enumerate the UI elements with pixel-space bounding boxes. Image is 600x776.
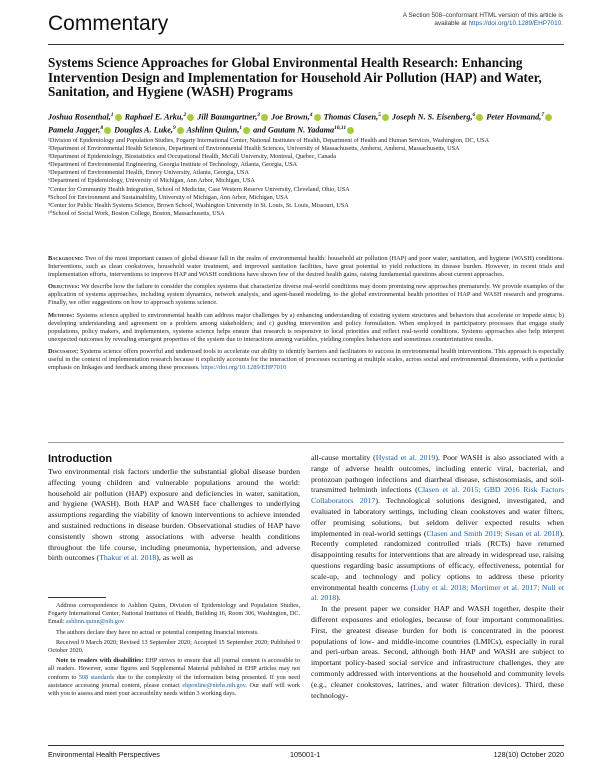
footnotes (48, 602, 300, 700)
abstract-objectives (48, 283, 564, 307)
abstract-discussion (48, 348, 564, 372)
intro-text: ). (336, 593, 341, 603)
author-affiliation-marker: 5 (378, 112, 381, 118)
author-affiliation-marker: 9 (172, 125, 176, 132)
disability-note-text: due to the complexity of the information being presented. If you need assistance accessing journal content, please contact (48, 673, 301, 689)
affiliation-item: ⁴Department of Environmental Engineering, Georgia Institute of Technology, Atlanta, Georgia, USA (48, 161, 298, 169)
orcid-icon[interactable] (545, 114, 552, 121)
abstract-rule (48, 442, 564, 443)
affiliation-item: ³Department of Epidemiology, Biostatistics and Occupational Health, McGill University, Montreal, Quebec, Canada (48, 153, 337, 161)
abstract-background (48, 255, 564, 279)
header-rule (48, 44, 564, 45)
footer-journal: Environmental Health Perspectives (48, 750, 160, 759)
author-affiliation-marker: 1 (110, 112, 114, 118)
author-name: and Gautam N. Yadama (253, 125, 335, 135)
abstract-methods-text: Systems science applied to environmental health can address major challenges by a) enhancing understanding of existing system structures and behaviors that accelerate or impede aims; b) developing understanding and agreement on a problem among stakeholders; and c) guiding intervention and policy formulation. When employed in participatory processes that engage study populations, policy makers, and implementers, systems science helps ensure that research is responsive to local priorities and reflect real-world conditions. Systems approaches also help interpret unexpected outcomes by revealing emergent properties of the system due to interactions among variables, yielding complex behaviors and sometimes counterintuitive results. (48, 311, 564, 343)
citation-link[interactable]: Hystad et al. 2019 (375, 453, 436, 462)
intro-text: ). Recently completed randomized controlled trials (RCTs) have returned disappointing results for interventions that are already in widespread use, raising questions regarding basic assumptions of efficacy, effectiveness, potential for scale-up, and technology and policy options to address these priority environmental health concerns ( (311, 528, 564, 592)
affiliation-item: ⁸School for Environment and Sustainability, University of Michigan, Ann Arbor, Michigan, USA (48, 193, 289, 201)
affiliation-item: ⁶Department of Epidemiology, University of Michigan, Ann Arbor, Michigan, USA (48, 177, 255, 185)
footnote-correspondence-text: Address correspondence to Ashlinn Quinn, Division of Epidemiology and Population Studies, Fogarty International Center, National Institutes of Health, Building 16, Room 306, Washington, DC. Email: (48, 602, 300, 626)
intro-text: all-cause mortality ( (311, 453, 376, 462)
author-name: Joshua Rosenthal, (48, 112, 111, 122)
footnote-disability (48, 657, 300, 698)
author-affiliation-marker: 4 (309, 112, 313, 118)
correspondence-email-link[interactable]: ashlinn.quinn@nih.gov (66, 618, 124, 626)
abstract-doi-link[interactable]: https://doi.org/10.1289/EHP7010 (201, 364, 287, 372)
author-name: Joseph N. S. Eisenberg, (391, 112, 473, 122)
orcid-icon[interactable] (115, 114, 122, 121)
orcid-icon[interactable] (476, 114, 483, 121)
orcid-icon[interactable] (314, 114, 321, 121)
intro-col2-paragraph-1 (311, 453, 564, 604)
orcid-icon[interactable] (104, 127, 111, 134)
citation-link[interactable]: Thakur et al. 2018 (99, 553, 157, 563)
orcid-icon[interactable] (187, 114, 194, 121)
affiliation-item: ⁷Center for Community Health Integration, School of Medicine, Case Western Reserve University, Cleveland, Ohio, USA (48, 185, 350, 193)
author-name: Pamela Jagger, (48, 125, 101, 135)
intro-col1-text: Two environmental risk factors underlie the substantial global disease burden affecting young children and vulnerable populations around the world: household air pollution (HAP) exposure and deficiencies in water, sanitation, and hygiene (WASH). Both HAP and WASH face challenges to underlying assumptions regarding the viability of known interventions to achieve intended and sustained reductions in disease burden. Observational studies of HAP have consistently shown strong associations with adverse health conditions throughout the life course, including pneumonia, hypertension, and adverse birth outcomes ( (48, 467, 300, 563)
orcid-icon[interactable] (177, 127, 184, 134)
citation-link[interactable]: Luby et al. 2018; Mortimer et al. 2017; Null et al. 2018 (311, 582, 564, 603)
author-name: Peter Hovmand, (486, 112, 542, 122)
abstract-methods-label: Methods: (48, 311, 75, 319)
author-name: Raphael E. Arku, (124, 112, 184, 122)
footnote-dates: Received 9 March 2020; Revised 13 September 2020; Accepted 15 September 2020; Published 9 October 2020. (48, 638, 300, 655)
affiliation-item: ¹⁰School of Social Work, Boston College, Boston, Massachusetts, USA (48, 209, 225, 217)
author-affiliation-marker: 2 (183, 112, 187, 118)
abstract (48, 255, 564, 376)
author-name: Douglas A. Luke, (114, 125, 173, 135)
ehponline-email-link[interactable]: ehponline@niehs.nih.gov (182, 681, 246, 689)
affiliation-list (48, 137, 568, 218)
abstract-objectives-text: We describe how the failure to consider the complex systems that characterize diverse real-world conditions may doom promising new approaches prematurely. We provide examples of the application of systems approaches, including system dynamics, network analysis, and agent-based modeling, to the global environmental health priorities of HAP and WASH research and programs. Finally, we offer suggestions on how to approach systems science. (48, 283, 564, 307)
affiliation-item: ¹Division of Epidemiology and Population Studies, Fogarty International Center, National Institutes of Health, Department of Health and Human Services, Washington, DC, USA (48, 137, 490, 144)
intro-text: ). Technological solutions designed, investigated, and evaluated in laboratory settings, including clean cookstoves and water filters, offer promising solutions, but seldom deliver expected results when implemented in real-world settings ( (311, 496, 564, 538)
introduction-column-1 (48, 467, 300, 564)
intro-col2-paragraph-2: In the present paper we consider HAP and WASH together, despite their different exposures and etiologies, because of four important commonalities. First, the greatest disease burden for both is concentrated in the poorest populations of low- and middle-income countries (LMICs), especially in rural and peri-urban areas. Second, although both HAP and WASH are subject to important policy-based social service and infrastructure challenges, they are commonly addressed with interventions at the household and community levels (e.g., cleaner cookstoves, latrines, and water filtration devices). Third, these technology- (311, 604, 564, 700)
disability-note-label: Note to readers with disabilities: (56, 657, 144, 665)
introduction-heading: Introduction (48, 453, 113, 465)
author-name: Thomas Clasen, (323, 112, 379, 122)
intro-col1-end: ), as well as (156, 553, 194, 563)
footnote-rule (48, 597, 106, 598)
html-version-doi-link[interactable]: https://doi.org/10.1289/EHP7010. (468, 20, 563, 28)
footer-issue: 128(10) October 2020 (493, 750, 564, 759)
footnote-correspondence (48, 602, 300, 627)
author-list (48, 110, 568, 136)
footer-rule (48, 745, 564, 746)
author-name: Joe Brown, (271, 112, 310, 122)
disability-note-text: EHP strives to ensure that all journal content is accessible to all readers. However, some figures and Supplemental Material published in EHP articles may not conform to (48, 657, 300, 681)
author-affiliation-marker: 1 (239, 125, 243, 132)
abstract-discussion-label: Discussion: (48, 347, 79, 355)
section-label: Commentary (48, 12, 169, 35)
footnote-conflict: The authors declare they have no actual or potential competing financial interests. (56, 628, 259, 636)
citation-link[interactable]: Clasen et al. 2015; GBD 2016 Risk Factors Collaborators 2017 (311, 485, 564, 506)
author-affiliation-marker: 3 (257, 112, 261, 118)
citation-link[interactable]: Clasen and Smith 2019; Sesan et al. 2018 (426, 528, 560, 538)
intro-text: ). Poor WASH is also associated with a range of adverse health outcomes, including enteric viral, bacterial, and protozoan pathogen infections and diarrheal disease, schistosomiasis, and soil-transmitted helminth infections ( (311, 453, 564, 495)
orcid-icon[interactable] (261, 114, 268, 121)
author-affiliation-marker: 6 (472, 112, 476, 118)
affiliation-item: ²Department of Environmental Health Sciences, Department of Environmental Health Sciences, University of Massachusetts, Amherst, Amherst, Massachusetts, USA (48, 145, 460, 153)
author-affiliation-marker: 8 (100, 125, 104, 132)
author-name: Jill Baumgartner, (197, 112, 258, 122)
orcid-icon[interactable] (347, 127, 354, 134)
author-affiliation-marker: 10,11 (334, 125, 347, 132)
article-title: Systems Science Approaches for Global Environmental Health Research: Enhancing Intervention Design and Implementation for Household Air Pollution (HAP) and Water, Sanitation, and Hygiene (WASH) Programs (48, 55, 542, 100)
orcid-icon[interactable] (382, 114, 389, 121)
abstract-discussion-text: Systems science offers powerful and underused tools to accelerate our ability to identify barriers and facilitators to success in environmental health interventions. This approach is especially useful in the context of implementation research because it explicitly accounts for the interaction of processes occurring at multiple scales, across social and environmental dimensions, with a particular emphasis on linkages and feedback among these processes. (48, 347, 564, 372)
affiliation-item: ⁵Department of Environmental Health, Emory University, Atlanta, Georgia, USA (48, 169, 249, 177)
introduction-column-2 (311, 453, 564, 701)
author-affiliation-marker: 7 (541, 112, 545, 118)
abstract-methods (48, 312, 564, 344)
disability-note-text: . Our staff will work with you to assess and meet your accessibility needs within 3 working days. (48, 681, 301, 698)
html-version-note-text: A Section 508–conformant HTML version of this article is available at (402, 12, 563, 28)
abstract-objectives-label: Objectives: (48, 283, 80, 291)
footer-page-number: 105001-1 (290, 750, 321, 759)
author-name: Ashlinn Quinn, (186, 125, 240, 135)
orcid-icon[interactable] (243, 127, 250, 134)
affiliation-item: ⁹Center for Public Health Systems Science, Brown School, Washington University in St. Louis, St. Louis, Missouri, USA (48, 201, 349, 209)
508-standards-link[interactable]: 508 standards (78, 673, 115, 681)
abstract-background-text: Two of the most important causes of global disease fall in the realm of environmental health: household air pollution (HAP) and poor water, sanitation, and hygiene (WASH) conditions. Interventions, such as clean cookstoves, household water treatment, and improved sanitation facilities, have great potential to yield reductions in disease burden. However, in recent trials and implementation efforts, interventions to improve HAP and WASH conditions have shown few of the desired health gains, raising fundamental questions about current approaches. (48, 255, 564, 279)
abstract-background-label: Background: (48, 255, 84, 262)
html-version-note (393, 12, 563, 28)
